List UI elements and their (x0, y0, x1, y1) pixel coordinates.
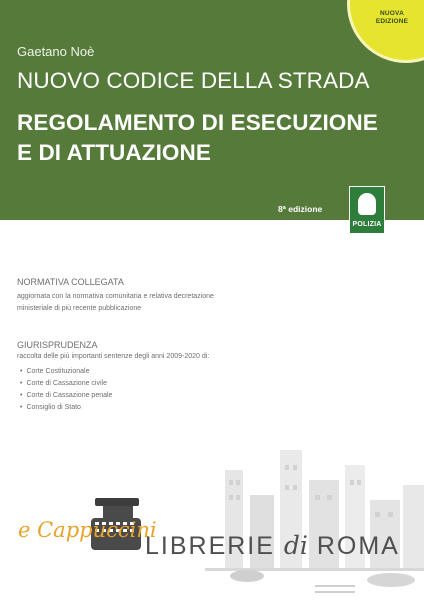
store-name-part: di (283, 531, 308, 560)
court-list (20, 366, 112, 414)
police-emblem-icon (358, 193, 376, 215)
normativa-line-1: aggiornata con la normativa comunitaria e relativa decretazione (17, 293, 214, 300)
bookstore-logo-text: e Cappuccini (18, 518, 157, 542)
list-item: • Corte Costituzionale (20, 366, 112, 378)
edition-label: 8ª edizione (278, 204, 323, 214)
police-label: POLIZIA (352, 221, 382, 228)
police-badge (349, 186, 385, 234)
list-item: • Consiglio di Stato (20, 402, 112, 414)
city-skyline-illustration (205, 440, 424, 600)
book-title: NUOVO CODICE DELLA STRADA (17, 68, 370, 93)
giurisprudenza-intro: raccolta delle più importanti sentenze degli anni 2009-2020 di: (17, 353, 210, 360)
new-edition-label: NUOVA EDIZIONE (375, 10, 409, 25)
store-name-part: LIBRERIE (145, 532, 275, 560)
store-name-part: ROMA (316, 532, 400, 560)
list-item: • Corte di Cassazione penale (20, 390, 112, 402)
giurisprudenza-heading: GIURISPRUDENZA (17, 340, 98, 350)
bookstore-name (145, 531, 400, 561)
author: Gaetano Noè (17, 44, 95, 59)
normativa-heading: NORMATIVA COLLEGATA (17, 277, 124, 287)
book-subtitle: REGOLAMENTO DI ESECUZIONE E DI ATTUAZIONE (17, 110, 378, 165)
list-item: • Corte di Cassazione civile (20, 378, 112, 390)
normativa-line-2: ministeriale di più recente pubblicazione (17, 305, 142, 312)
